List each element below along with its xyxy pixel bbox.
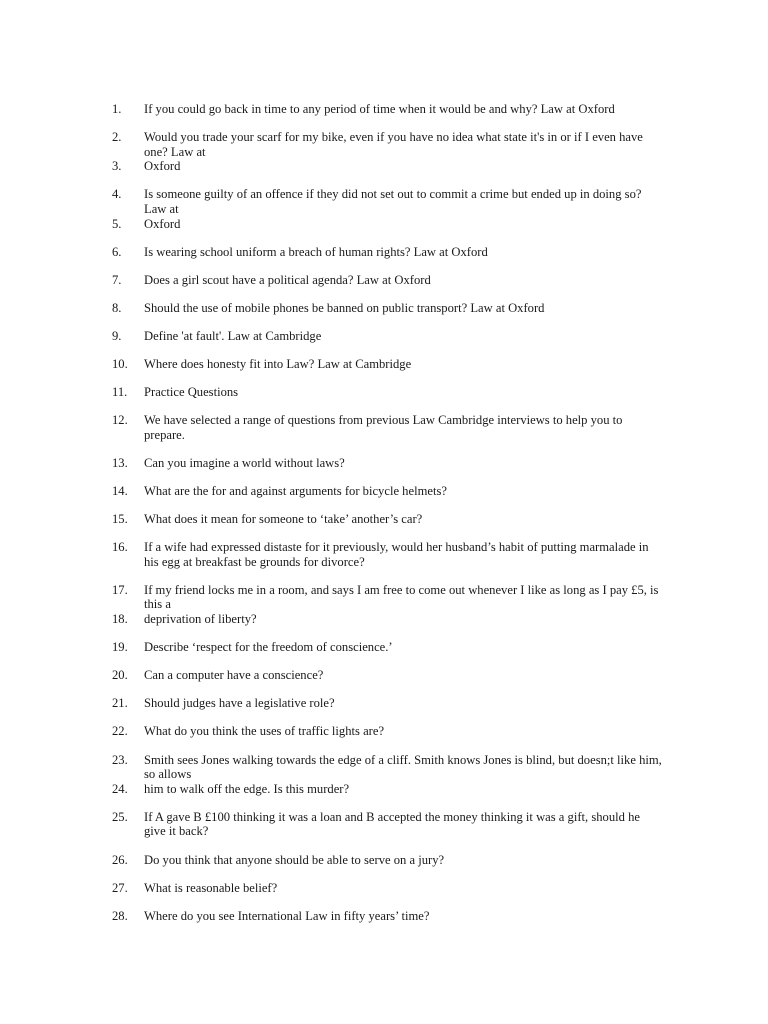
item-number: 3.	[112, 159, 122, 174]
item-line: If A gave B £100 thinking it was a loan and B accepted the money thinking it was a gift, should he	[144, 809, 640, 824]
item-text	[144, 273, 692, 288]
list-item	[112, 217, 692, 232]
item-line: If a wife had expressed distaste for it previously, would her husband’s habit of putting marmalade in	[144, 540, 649, 555]
item-line: We have selected a range of questions from previous Law Cambridge interviews to help you to	[144, 413, 623, 428]
item-number: 7.	[112, 272, 122, 287]
list-item	[112, 782, 692, 797]
item-line: his egg at breakfast be grounds for divorce?	[144, 554, 365, 569]
item-text	[144, 102, 692, 117]
list-item	[112, 273, 692, 288]
item-line: Can a computer have a conscience?	[144, 668, 324, 683]
item-number: 5.	[112, 216, 122, 231]
item-line: Is wearing school uniform a breach of human rights? Law at Oxford	[144, 244, 488, 259]
item-line: What are the for and against arguments for bicycle helmets?	[144, 484, 447, 498]
item-number: 17.	[112, 582, 128, 597]
item-line: Oxford	[144, 159, 181, 174]
item-text	[144, 357, 692, 372]
item-number: 24.	[112, 781, 128, 796]
item-line: prepare.	[144, 427, 185, 442]
item-number: 14.	[112, 484, 128, 498]
item-text	[144, 753, 692, 782]
item-number: 22.	[112, 724, 128, 739]
item-number: 13.	[112, 455, 128, 470]
list-item	[112, 159, 692, 174]
item-text	[144, 187, 692, 216]
item-number: 26.	[112, 852, 128, 867]
item-text	[144, 668, 692, 683]
list-item	[112, 909, 692, 924]
list-item	[112, 696, 692, 711]
item-text	[144, 640, 692, 655]
item-line: Would you trade your scarf for my bike, even if you have no idea what state it's in or if I even have	[144, 130, 643, 145]
item-number: 8.	[112, 300, 122, 315]
item-text	[144, 782, 692, 797]
item-text	[144, 217, 692, 232]
item-line: Oxford	[144, 216, 181, 231]
item-text	[144, 512, 692, 527]
item-number: 12.	[112, 413, 128, 428]
item-line: If you could go back in time to any period of time when it would be and why? Law at Oxford	[144, 102, 615, 116]
list-item	[112, 512, 692, 527]
item-line: so allows	[144, 767, 192, 782]
item-text	[144, 130, 692, 159]
item-line: Where does honesty fit into Law? Law at Cambridge	[144, 357, 412, 372]
list-item	[112, 329, 692, 344]
item-line: this a	[144, 597, 171, 612]
item-line: deprivation of liberty?	[144, 612, 257, 627]
item-number: 19.	[112, 640, 128, 655]
item-number: 9.	[112, 328, 122, 343]
list-item	[112, 640, 692, 655]
list-item	[112, 612, 692, 627]
item-number: 27.	[112, 880, 128, 895]
list-item	[112, 810, 692, 839]
item-text	[144, 301, 692, 316]
item-number: 21.	[112, 696, 128, 711]
item-line: Where do you see International Law in fifty years’ time?	[144, 908, 430, 923]
item-line: Do you think that anyone should be able to serve on a jury?	[144, 852, 445, 867]
item-text	[144, 413, 692, 442]
item-number: 25.	[112, 809, 128, 824]
item-line: give it back?	[144, 824, 209, 839]
list-item	[112, 357, 692, 372]
list-item	[112, 130, 692, 159]
item-number: 1.	[112, 102, 122, 116]
list-item	[112, 102, 692, 117]
item-number: 20.	[112, 668, 128, 683]
item-line: Smith sees Jones walking towards the edge of a cliff. Smith knows Jones is blind, but doesn;t like him,	[144, 752, 662, 767]
item-text	[144, 881, 692, 896]
list-item	[112, 484, 692, 499]
item-text	[144, 329, 692, 344]
item-number: 28.	[112, 908, 128, 923]
list-item	[112, 668, 692, 683]
item-line: What does it mean for someone to ‘take’ another’s car?	[144, 512, 423, 527]
item-text	[144, 810, 692, 839]
item-number: 10.	[112, 357, 128, 372]
list-item	[112, 413, 692, 442]
list-item	[112, 385, 692, 400]
list-item	[112, 187, 692, 216]
item-line: him to walk off the edge. Is this murder?	[144, 781, 350, 796]
item-text	[144, 245, 692, 260]
list-item	[112, 881, 692, 896]
item-number: 4.	[112, 187, 122, 202]
item-line: Is someone guilty of an offence if they did not set out to commit a crime but ended up in doing so?	[144, 187, 642, 202]
item-text	[144, 853, 692, 868]
item-line: What is reasonable belief?	[144, 880, 278, 895]
item-number: 11.	[112, 385, 128, 400]
list-item	[112, 245, 692, 260]
question-list	[112, 102, 692, 923]
item-number: 2.	[112, 130, 122, 145]
item-line: Law at	[144, 201, 179, 216]
item-text	[144, 385, 692, 400]
item-line: Can you imagine a world without laws?	[144, 455, 345, 470]
list-item	[112, 853, 692, 868]
item-text	[144, 583, 692, 612]
item-line: If my friend locks me in a room, and says I am free to come out whenever I like as long as I pay £5, is	[144, 582, 659, 597]
item-line: one? Law at	[144, 144, 206, 159]
item-line: Should judges have a legislative role?	[144, 696, 335, 711]
item-text	[144, 612, 692, 627]
item-number: 6.	[112, 244, 122, 259]
item-text	[144, 909, 692, 924]
list-item	[112, 456, 692, 471]
item-line: Describe ‘respect for the freedom of conscience.’	[144, 640, 393, 655]
item-text	[144, 724, 692, 739]
list-item	[112, 583, 692, 612]
item-line: Does a girl scout have a political agenda? Law at Oxford	[144, 272, 431, 287]
item-line: Define 'at fault'. Law at Cambridge	[144, 328, 322, 343]
item-number: 16.	[112, 540, 128, 555]
item-number: 15.	[112, 512, 128, 527]
item-text	[144, 696, 692, 711]
item-number: 18.	[112, 612, 128, 627]
item-line: Practice Questions	[144, 385, 239, 400]
item-number: 23.	[112, 752, 128, 767]
list-item	[112, 753, 692, 782]
item-text	[144, 159, 692, 174]
item-line: What do you think the uses of traffic lights are?	[144, 724, 385, 739]
list-item	[112, 724, 692, 739]
item-text	[144, 456, 692, 471]
item-text	[144, 484, 692, 499]
item-line: Should the use of mobile phones be banned on public transport? Law at Oxford	[144, 300, 545, 315]
list-item	[112, 540, 692, 569]
item-text	[144, 540, 692, 569]
list-item	[112, 301, 692, 316]
